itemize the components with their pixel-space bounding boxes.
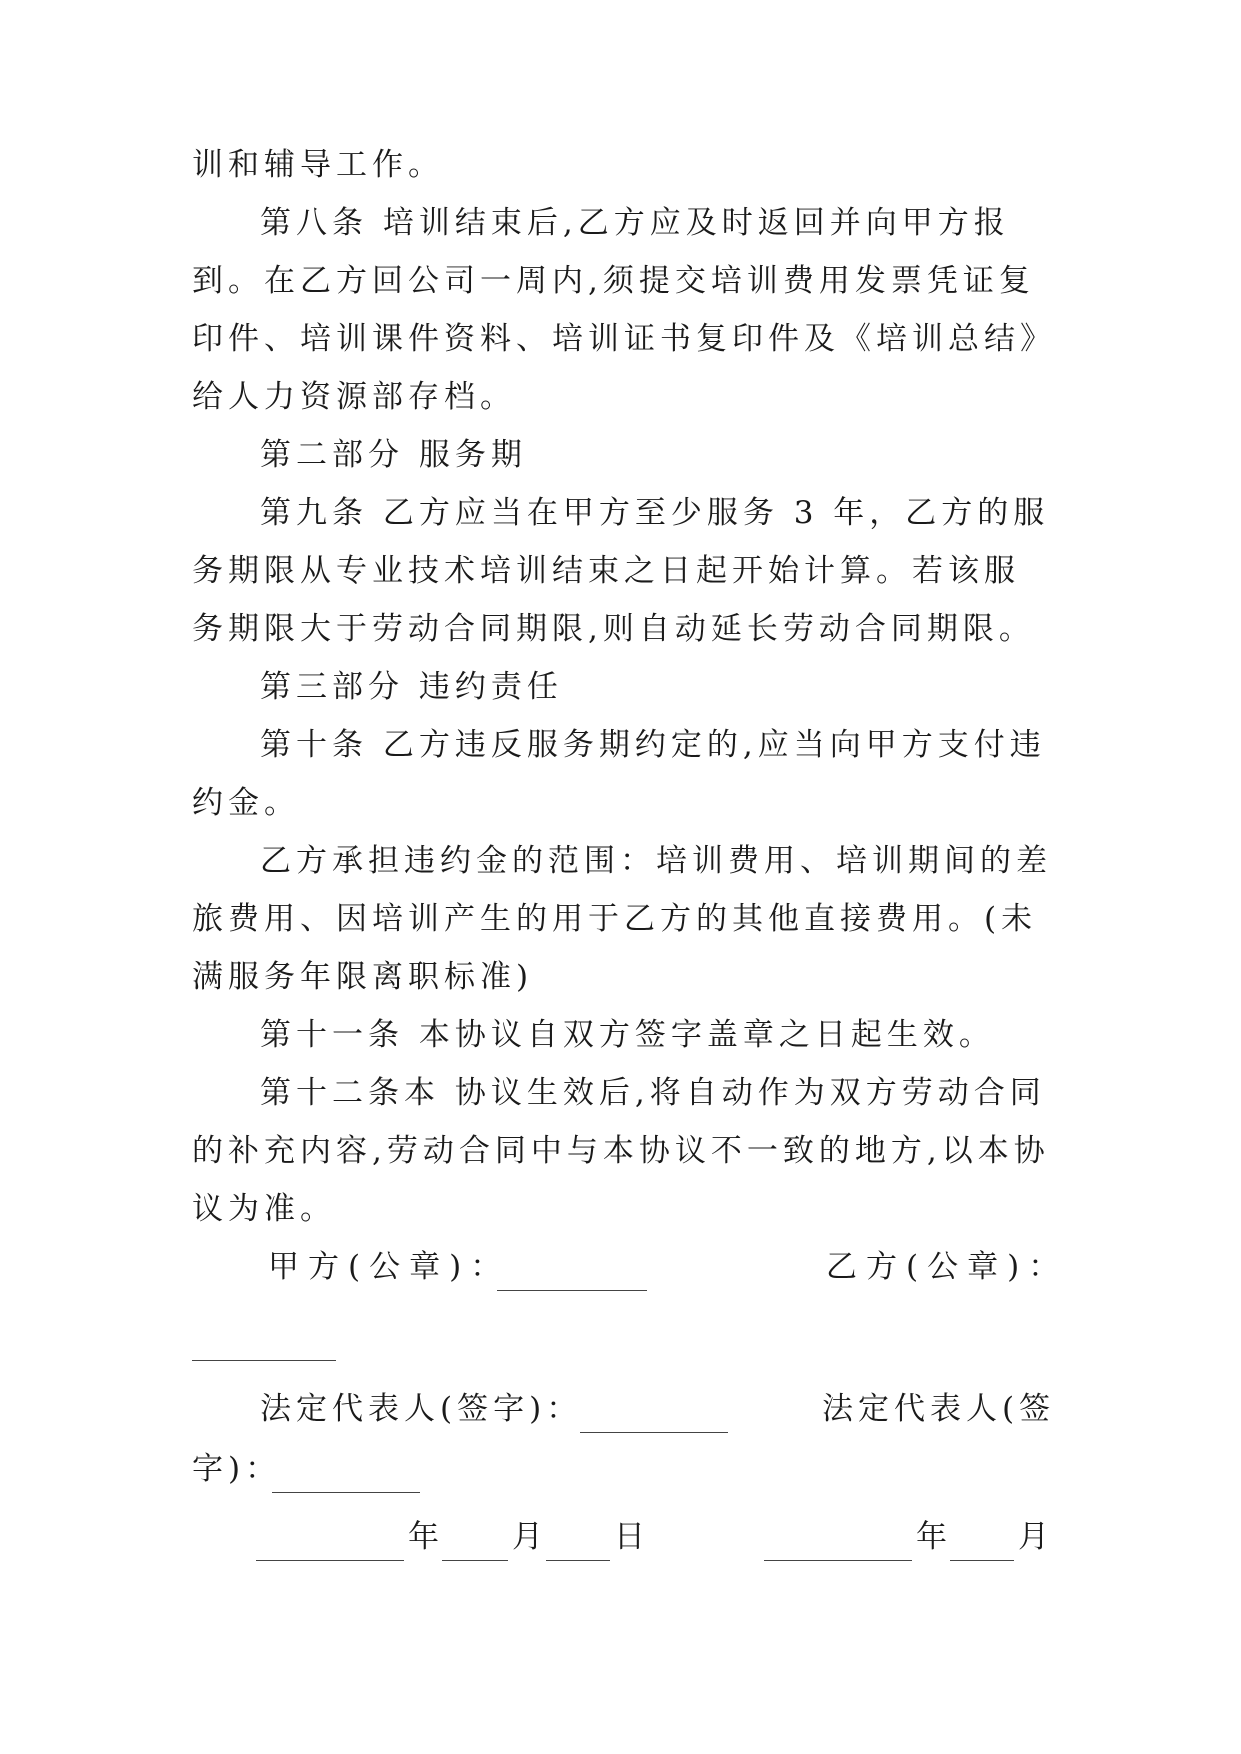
- date-b-year-blank: [764, 1534, 912, 1561]
- date-b-month-blank: [950, 1534, 1014, 1561]
- date-a-year-blank: [256, 1534, 404, 1561]
- article-10: 第十条 乙方违反服务期约定的,应当向甲方支付违约金。: [192, 727, 1046, 821]
- paragraph-continuation: 训和辅导工作。: [192, 147, 444, 183]
- article-11: 第十一条 本协议自双方签字盖章之日起生效。: [260, 1017, 995, 1053]
- date-a-day-blank: [546, 1534, 610, 1561]
- date-a-month-blank: [442, 1534, 508, 1561]
- date-b-year-label: 年: [916, 1519, 952, 1555]
- rep-b-label-line1: 法定代表人(签: [822, 1391, 1056, 1427]
- date-a-day-label: 日: [614, 1519, 650, 1555]
- rep-b-blank: [272, 1466, 420, 1493]
- penalty-scope: 乙方承担违约金的范围：培训费用、培训期间的差旅费用、因培训产生的用于乙方的其他直接费用。(未满服务年限离职标准): [192, 843, 1052, 995]
- party-a-seal-label: 甲方(公章)：: [268, 1249, 511, 1285]
- rep-a-label: 法定代表人(签字)：: [260, 1391, 583, 1427]
- article-8: 第八条 培训结束后,乙方应及时返回并向甲方报到。在乙方回公司一周内,须提交培训费用发票凭证复印件、培训课件资料、培训证书复印件及《培训总结》给人力资源部存档。: [192, 205, 1041, 415]
- article-9: 第九条 乙方应当在甲方至少服务 3 年，乙方的服务期限从专业技术培训结束之日起开始计算。若该服务期限大于劳动合同期限,则自动延长劳动合同期限。: [192, 495, 1050, 647]
- article-12: 第十二条本 协议生效后,将自动作为双方劳动合同的补充内容,劳动合同中与本协议不一致的地方,以本协议为准。: [192, 1075, 1050, 1227]
- rep-a-blank: [580, 1406, 728, 1433]
- date-a-month-label: 月: [512, 1519, 548, 1555]
- party-b-seal-label: 乙方(公章)：: [826, 1249, 1069, 1285]
- rep-b-label-line2: 字)：: [192, 1451, 282, 1487]
- section-2-heading: 第二部分 服务期: [260, 437, 527, 473]
- date-b-month-label: 月: [1018, 1519, 1054, 1555]
- party-a-seal-blank: [497, 1264, 647, 1291]
- party-b-seal-blank: [192, 1334, 336, 1361]
- date-a-year-label: 年: [408, 1519, 444, 1555]
- section-3-heading: 第三部分 违约责任: [260, 669, 563, 705]
